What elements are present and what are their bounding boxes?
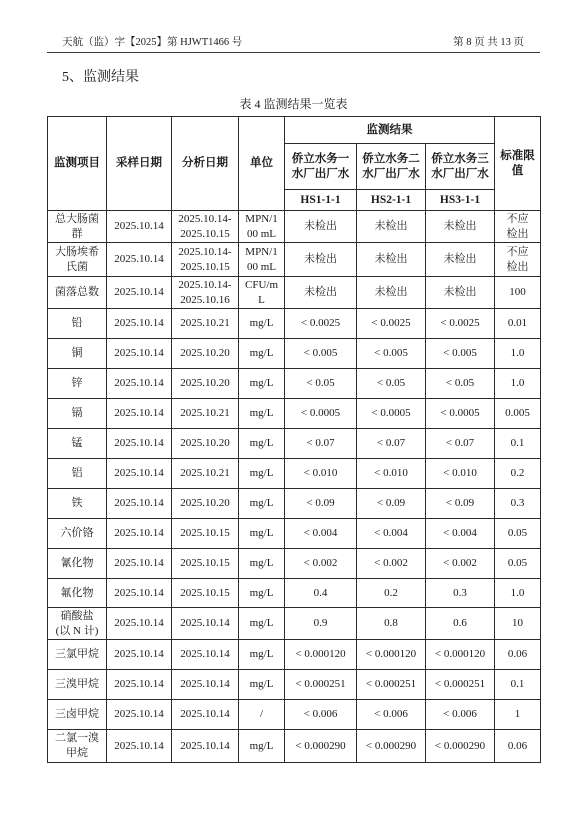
unit-cell: mg/L <box>239 489 285 519</box>
result-cell-hs3: < 0.05 <box>426 369 495 399</box>
table-row <box>48 608 541 640</box>
result-cell-hs2: 0.8 <box>357 608 426 640</box>
result-cell-hs1: < 0.006 <box>285 700 357 730</box>
sampling-date-cell: 2025.10.14 <box>107 608 172 640</box>
analysis-date-cell: 2025.10.15 <box>172 579 239 608</box>
unit-cell: mg/L <box>239 369 285 399</box>
result-cell-hs1: 未检出 <box>285 277 357 309</box>
item-cell: 三卤甲烷 <box>48 700 107 730</box>
sampling-date-cell: 2025.10.14 <box>107 489 172 519</box>
limit-cell: 0.3 <box>495 489 541 519</box>
analysis-date-cell: 2025.10.14 <box>172 670 239 700</box>
analysis-date-cell: 2025.10.14 <box>172 730 239 763</box>
site-name-hs1: 侨立水务一水厂出厂水 <box>285 144 357 190</box>
result-cell-hs1: < 0.000120 <box>285 640 357 670</box>
header-row <box>48 117 541 144</box>
table-row <box>48 670 541 700</box>
item-cell: 二氯一溴甲烷 <box>48 730 107 763</box>
result-cell-hs2: 未检出 <box>357 243 426 277</box>
item-cell: 铝 <box>48 459 107 489</box>
analysis-date-cell: 2025.10.21 <box>172 399 239 429</box>
sampling-date-cell: 2025.10.14 <box>107 339 172 369</box>
table-row <box>48 211 541 243</box>
unit-cell: mg/L <box>239 459 285 489</box>
result-cell-hs2: < 0.005 <box>357 339 426 369</box>
result-cell-hs2: 未检出 <box>357 277 426 309</box>
analysis-date-cell: 2025.10.20 <box>172 489 239 519</box>
unit-cell: / <box>239 700 285 730</box>
result-cell-hs3: < 0.000120 <box>426 640 495 670</box>
site-name-hs3: 侨立水务三水厂出厂水 <box>426 144 495 190</box>
result-cell-hs1: < 0.004 <box>285 519 357 549</box>
item-cell: 氟化物 <box>48 579 107 608</box>
results-table <box>47 116 541 763</box>
result-cell-hs3: 0.3 <box>426 579 495 608</box>
analysis-date-cell: 2025.10.15 <box>172 549 239 579</box>
result-cell-hs2: < 0.010 <box>357 459 426 489</box>
analysis-date-cell: 2025.10.14 <box>172 608 239 640</box>
table-row <box>48 429 541 459</box>
item-cell: 铅 <box>48 309 107 339</box>
table-row <box>48 640 541 670</box>
item-cell: 镉 <box>48 399 107 429</box>
site-code-hs2: HS2-1-1 <box>357 190 426 211</box>
result-cell-hs3: 未检出 <box>426 211 495 243</box>
analysis-date-cell: 2025.10.20 <box>172 339 239 369</box>
result-cell-hs1: < 0.005 <box>285 339 357 369</box>
result-cell-hs3: < 0.002 <box>426 549 495 579</box>
limit-cell: 1.0 <box>495 339 541 369</box>
item-cell: 氰化物 <box>48 549 107 579</box>
table-row <box>48 339 541 369</box>
table-body <box>48 211 541 763</box>
section-title: 5、监测结果 <box>62 70 139 85</box>
sampling-date-cell: 2025.10.14 <box>107 429 172 459</box>
result-cell-hs2: 未检出 <box>357 211 426 243</box>
sampling-date-cell: 2025.10.14 <box>107 700 172 730</box>
limit-cell: 0.06 <box>495 640 541 670</box>
result-cell-hs2: < 0.000120 <box>357 640 426 670</box>
result-cell-hs3: < 0.000290 <box>426 730 495 763</box>
item-cell: 菌落总数 <box>48 277 107 309</box>
item-cell: 铁 <box>48 489 107 519</box>
result-cell-hs3: < 0.07 <box>426 429 495 459</box>
site-code-hs3: HS3-1-1 <box>426 190 495 211</box>
running-header <box>47 34 540 53</box>
unit-cell: mg/L <box>239 429 285 459</box>
table-row <box>48 369 541 399</box>
limit-cell: 0.2 <box>495 459 541 489</box>
analysis-date-cell: 2025.10.15 <box>172 519 239 549</box>
limit-cell: 0.005 <box>495 399 541 429</box>
analysis-date-cell: 2025.10.20 <box>172 369 239 399</box>
analysis-date-cell: 2025.10.20 <box>172 429 239 459</box>
unit-cell: MPN/100 mL <box>239 243 285 277</box>
item-cell: 总大肠菌群 <box>48 211 107 243</box>
result-cell-hs3: < 0.0005 <box>426 399 495 429</box>
unit-cell: mg/L <box>239 309 285 339</box>
site-code-hs1: HS1-1-1 <box>285 190 357 211</box>
result-cell-hs2: < 0.07 <box>357 429 426 459</box>
sampling-date-cell: 2025.10.14 <box>107 730 172 763</box>
col-header-sampling-date: 采样日期 <box>107 117 172 211</box>
sampling-date-cell: 2025.10.14 <box>107 399 172 429</box>
result-cell-hs1: < 0.09 <box>285 489 357 519</box>
limit-cell: 0.01 <box>495 309 541 339</box>
limit-cell: 1.0 <box>495 579 541 608</box>
result-cell-hs2: 0.2 <box>357 579 426 608</box>
table-header <box>48 117 541 211</box>
limit-cell: 不应检出 <box>495 211 541 243</box>
analysis-date-cell: 2025.10.14-2025.10.15 <box>172 243 239 277</box>
result-cell-hs1: < 0.05 <box>285 369 357 399</box>
table-row <box>48 730 541 763</box>
sampling-date-cell: 2025.10.14 <box>107 277 172 309</box>
table-row <box>48 309 541 339</box>
result-cell-hs2: < 0.0025 <box>357 309 426 339</box>
page-info: 第 8 页 共 13 页 <box>453 37 524 48</box>
result-cell-hs1: < 0.0025 <box>285 309 357 339</box>
site-name-hs2: 侨立水务二水厂出厂水 <box>357 144 426 190</box>
item-cell: 硝酸盐(以 N 计) <box>48 608 107 640</box>
unit-cell: mg/L <box>239 399 285 429</box>
result-cell-hs2: < 0.004 <box>357 519 426 549</box>
analysis-date-cell: 2025.10.14-2025.10.16 <box>172 277 239 309</box>
result-cell-hs3: < 0.005 <box>426 339 495 369</box>
result-cell-hs2: < 0.05 <box>357 369 426 399</box>
result-cell-hs1: 未检出 <box>285 243 357 277</box>
sampling-date-cell: 2025.10.14 <box>107 640 172 670</box>
limit-cell: 0.05 <box>495 549 541 579</box>
result-cell-hs3: 未检出 <box>426 277 495 309</box>
analysis-date-cell: 2025.10.21 <box>172 459 239 489</box>
result-cell-hs3: < 0.09 <box>426 489 495 519</box>
table-row <box>48 277 541 309</box>
col-header-item: 监测项目 <box>48 117 107 211</box>
item-cell: 六价铬 <box>48 519 107 549</box>
table-row <box>48 459 541 489</box>
limit-cell: 1.0 <box>495 369 541 399</box>
analysis-date-cell: 2025.10.14-2025.10.15 <box>172 211 239 243</box>
unit-cell: mg/L <box>239 519 285 549</box>
result-cell-hs1: 0.4 <box>285 579 357 608</box>
sampling-date-cell: 2025.10.14 <box>107 670 172 700</box>
unit-cell: MPN/100 mL <box>239 211 285 243</box>
sampling-date-cell: 2025.10.14 <box>107 211 172 243</box>
item-cell: 锌 <box>48 369 107 399</box>
analysis-date-cell: 2025.10.14 <box>172 700 239 730</box>
table-row <box>48 399 541 429</box>
col-header-results: 监测结果 <box>285 117 495 144</box>
unit-cell: mg/L <box>239 730 285 763</box>
sampling-date-cell: 2025.10.14 <box>107 369 172 399</box>
col-header-unit: 单位 <box>239 117 285 211</box>
result-cell-hs2: < 0.002 <box>357 549 426 579</box>
table-row <box>48 489 541 519</box>
sampling-date-cell: 2025.10.14 <box>107 549 172 579</box>
table-caption: 表 4 监测结果一览表 <box>239 97 348 111</box>
unit-cell: mg/L <box>239 339 285 369</box>
limit-cell: 0.06 <box>495 730 541 763</box>
doc-number: 天航（监）字【2025】第 HJWT1466 号 <box>62 37 243 48</box>
result-cell-hs3: < 0.000251 <box>426 670 495 700</box>
unit-cell: mg/L <box>239 640 285 670</box>
limit-cell: 0.1 <box>495 670 541 700</box>
sampling-date-cell: 2025.10.14 <box>107 309 172 339</box>
item-cell: 三氯甲烷 <box>48 640 107 670</box>
result-cell-hs2: < 0.000251 <box>357 670 426 700</box>
table-row <box>48 549 541 579</box>
result-cell-hs3: < 0.006 <box>426 700 495 730</box>
limit-cell: 0.05 <box>495 519 541 549</box>
result-cell-hs1: < 0.000251 <box>285 670 357 700</box>
item-cell: 锰 <box>48 429 107 459</box>
analysis-date-cell: 2025.10.14 <box>172 640 239 670</box>
unit-cell: mg/L <box>239 608 285 640</box>
col-header-limit: 标准限值 <box>495 117 541 211</box>
sampling-date-cell: 2025.10.14 <box>107 579 172 608</box>
unit-cell: CFU/mL <box>239 277 285 309</box>
result-cell-hs2: < 0.006 <box>357 700 426 730</box>
limit-cell: 10 <box>495 608 541 640</box>
result-cell-hs1: < 0.010 <box>285 459 357 489</box>
table-row <box>48 579 541 608</box>
result-cell-hs1: < 0.002 <box>285 549 357 579</box>
result-cell-hs1: < 0.07 <box>285 429 357 459</box>
item-cell: 大肠埃希氏菌 <box>48 243 107 277</box>
result-cell-hs3: < 0.010 <box>426 459 495 489</box>
table-row <box>48 243 541 277</box>
result-cell-hs1: < 0.000290 <box>285 730 357 763</box>
unit-cell: mg/L <box>239 579 285 608</box>
table-row <box>48 700 541 730</box>
result-cell-hs2: < 0.0005 <box>357 399 426 429</box>
result-cell-hs2: < 0.09 <box>357 489 426 519</box>
result-cell-hs3: < 0.004 <box>426 519 495 549</box>
result-cell-hs3: < 0.0025 <box>426 309 495 339</box>
sampling-date-cell: 2025.10.14 <box>107 243 172 277</box>
unit-cell: mg/L <box>239 670 285 700</box>
result-cell-hs1: 未检出 <box>285 211 357 243</box>
limit-cell: 0.1 <box>495 429 541 459</box>
limit-cell: 不应检出 <box>495 243 541 277</box>
item-cell: 三溴甲烷 <box>48 670 107 700</box>
item-cell: 铜 <box>48 339 107 369</box>
analysis-date-cell: 2025.10.21 <box>172 309 239 339</box>
result-cell-hs1: < 0.0005 <box>285 399 357 429</box>
sampling-date-cell: 2025.10.14 <box>107 459 172 489</box>
table-row <box>48 519 541 549</box>
result-cell-hs1: 0.9 <box>285 608 357 640</box>
result-cell-hs2: < 0.000290 <box>357 730 426 763</box>
result-cell-hs3: 0.6 <box>426 608 495 640</box>
col-header-analysis-date: 分析日期 <box>172 117 239 211</box>
unit-cell: mg/L <box>239 549 285 579</box>
sampling-date-cell: 2025.10.14 <box>107 519 172 549</box>
limit-cell: 100 <box>495 277 541 309</box>
limit-cell: 1 <box>495 700 541 730</box>
result-cell-hs3: 未检出 <box>426 243 495 277</box>
